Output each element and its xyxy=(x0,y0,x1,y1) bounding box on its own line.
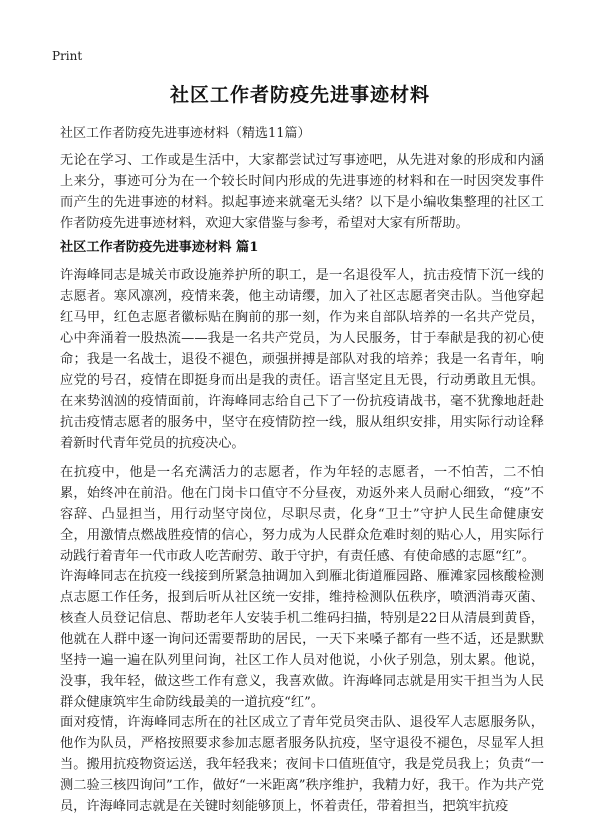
body-paragraph: 面对疫情，许海峰同志所在的社区成立了青年党员突击队、退役军人志愿服务队，他作为队员，严格按照要求参加志愿者服务队抗疫，坚守退役不褪色，尽显军人担当。搬用抗疫物资运送，我年轻我来；夜间卡口值班值守，我是党员我上；负责“一测二验三核四询问”工作，做好“一米距离”秩序维护，我精力好，我干。作为共产党员，许海峰同志就是在关键时刻能够顶上，怀着责任，带着担当，把筑牢抗疫 xyxy=(60,715,544,814)
print-label: Print xyxy=(52,49,83,63)
intro-paragraph-block xyxy=(60,150,544,234)
body-paragraph: 在抗疫中，他是一名充满活力的志愿者，作为年轻的志愿者，一不怕苦，二不怕累，始终冲在前沿。他在门岗卡口值守不分昼夜，劝返外来人员耐心细致，“疫”不容辞、凸显担当，用行动坚守岗位，尽职尽责，化身“卫士”守护人民生命健康安全，用激情点燃战胜疫情的信心，努力成为人民群众危难时刻的贴心人，用实际行动践行着青年一代市政人吃苦耐劳、敢于守护，有责任感、有使命感的志愿“红”。 xyxy=(60,465,544,564)
section-heading: 社区工作者防疫先进事迹材料 篇1 xyxy=(60,240,259,255)
intro-paragraph: 无论在学习、工作或是生活中，大家都尝试过写事迹吧，从先进对象的形成和内涵上来分，事迹可分为在一个较长时间内形成的先进事迹的材料和在一时因突发事件而产生的先进事迹的材料。拟起事迹来就毫无头绪？以下是小编收集整理的社区工作者防疫先进事迹材料，欢迎大家借鉴与参考，希望对大家有所帮助。 xyxy=(60,153,544,231)
body-paragraph: 许海峰同志是城关市政设施养护所的职工，是一名退役军人，抗击疫情下沉一线的志愿者。寒风凛冽，疫情来袭，他主动请缨，加入了社区志愿者突击队。当他穿起红马甲，红色志愿者徽标贴在胸前的那一刻，作为来自部队培养的一名共产党员，心中奔涌着一股热流——我是一名共产党员，为人民服务，甘于奉献是我的初心使命；我是一名战士，退役不褪色，顽强拼搏是部队对我的培养；我是一名青年，响应党的号召，疫情在即挺身而出是我的责任。语言坚定且无畏，行动勇敢且无惧。在来势汹汹的疫情面前，许海峰同志给自己下了一份抗疫请战书，毫不犹豫地赶赴抗击疫情志愿者的服务中，坚守在疫情防控一线，服从组织安排，用实际行动诠释着新时代青年党员的抗疫决心。 xyxy=(60,268,544,451)
body-paragraph: 许海峰同志在抗疫一线接到所紧急抽调加入到雁北街道雁园路、雁滩家园核酸检测点志愿工作任务，报到后听从社区统一安排，维持检测队伍秩序，喷洒消毒灭菌、核查人员登记信息、帮助老年人安装手机二维码扫描，特别是22日从清晨到黄昏，他就在人群中逐一询问还需要帮助的居民，一天下来嗓子都有一些不适，还是默默坚持一遍一遍在队列里问询，社区工作人员对他说，小伙子别急，别太累。他说，没事，我年轻，做这些工作有意义，我喜欢做。许海峰同志就是用实干担当为人民群众健康筑牢生命防线最美的一道抗疫“红”。 xyxy=(60,569,544,710)
document-subtitle: 社区工作者防疫先进事迹材料（精选11篇） xyxy=(60,126,311,141)
paragraph-block-3 xyxy=(60,566,544,713)
paragraph-block-1 xyxy=(60,265,544,454)
paragraph-block-4 xyxy=(60,712,544,817)
page-title: 社区工作者防疫先进事迹材料 xyxy=(169,84,430,106)
paragraph-block-2 xyxy=(60,462,544,567)
